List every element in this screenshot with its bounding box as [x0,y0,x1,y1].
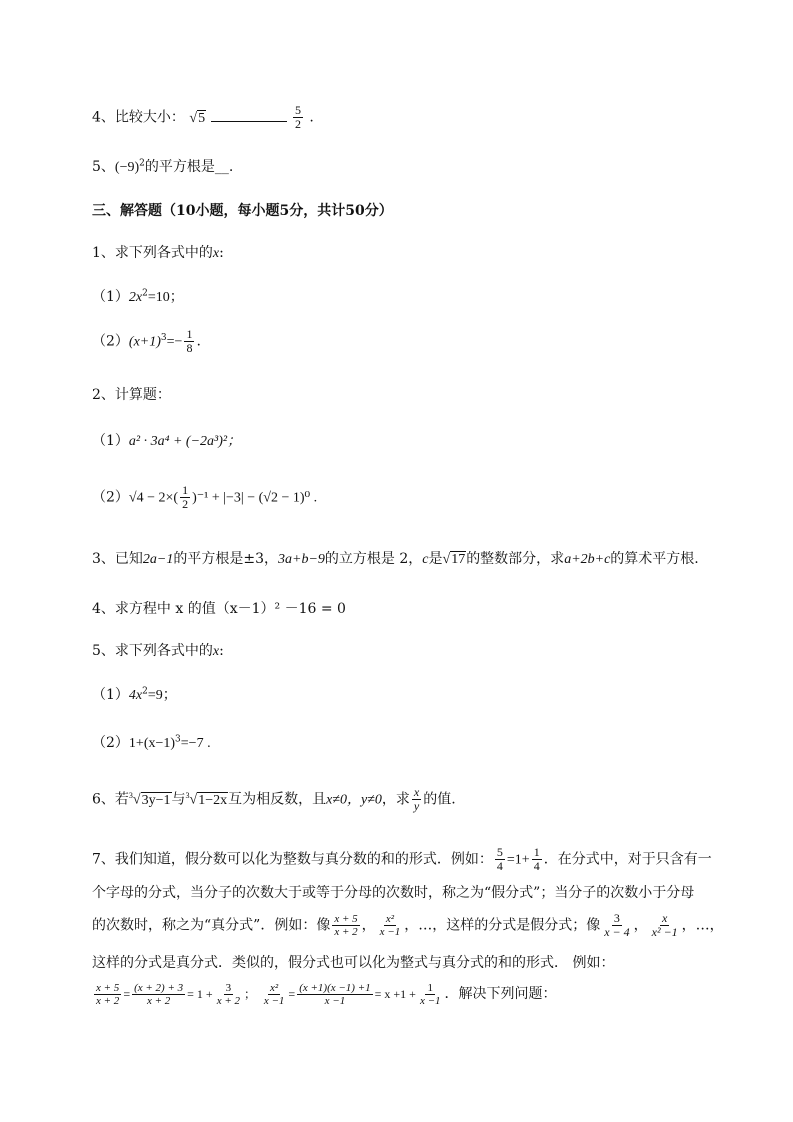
answer-blank[interactable] [211,121,287,122]
frac-den: 2 [182,497,189,512]
q1-p2-exp: 3 [160,333,167,344]
fill-blank-q5 [92,156,233,176]
q3-var-c: c [422,552,429,567]
q7-l3-c: ，…， [681,917,724,934]
frac-num: x [413,785,420,799]
sqrt-5: √5 [189,110,206,126]
q1-part1 [92,286,184,306]
fraction-1-2 [180,484,190,511]
q5-colon: : [219,643,224,659]
frac-num: 1 [182,483,189,497]
q1-stem [92,242,224,262]
fraction-1-8 [184,328,194,355]
q1-colon: : [219,245,224,261]
q3-expr-b: 3a+b−9 [278,552,325,567]
q1-p2-expr: (x+1) [128,334,161,350]
q1-p1-label: （1） [92,289,129,305]
q5-var: x [212,644,220,659]
q2-p1-expr: a² · 3a⁴ + (−2a³)²； [128,434,242,449]
q3 [92,548,699,568]
q7-line2: 个字母的分式，当分子的次数大于或等于分母的次数时，称之为“假分式”；当分子的次数小于分母 [92,885,695,901]
q7-line5: $\frac{x + 5}{x + 2}$ = $\frac{(x + 2) + 3}{x + 2}$ = 1 + $\frac{3}{x + 2}$ ； $\frac{\text{x²}}{x -1}$ = $\frac{(x +1)(x -1) +1}{x -1}$ = x +1 + $\frac{1}{x -1}$ ．解决下列问题： [96,982,557,1008]
q1-part2 [92,328,201,355]
q7-l5-end: ．解决下列问题： [444,986,557,1003]
frac-den: 2 [294,117,301,132]
section-title: 三、解答题（10小题，每小题5分，共计50分） [92,203,393,219]
fraction-1-x1: $\frac{1}{x -1}$ [419,982,441,1008]
q3-text-b: 的平方根是±3， [173,551,279,567]
q5-p2-rhs: =−7 . [180,736,211,751]
fraction-x5-x2-b: $\frac{x + 5}{x + 2}$ [96,982,120,1008]
fraction-5-4: $\frac{5}{4}$ [496,845,503,874]
fraction-5-2 [293,104,303,131]
q7-l1-b: ．在分式中，对于只含有一 [543,851,712,868]
q7-line3: 的次数时，称之为“真分式”．例如：像 $\frac{x + 5}{x + 2}$ ， $\frac{\text{x²}}{x -1}$ ，…，这样的分式是假分式；像 $\frac{3}{x - 4}$ ， $\frac{x}{\text{x² −1}}$ ，…， [92,911,724,940]
q5-prefix: 5、 [92,159,115,175]
q2-p1-label: （1） [92,433,129,449]
q6-text-e: 的值. [423,791,456,808]
q5-expr: (−9) [114,160,140,175]
q1-p2-label: （2） [92,333,129,350]
q5-p2-expr: 1+(x−1) [128,736,176,751]
cbrt-b: $^3$√1−2x [185,791,228,808]
fraction-3-x2: $\frac{3}{x + 2}$ [216,982,241,1008]
q4: 4、求方程中 x 的值（x－1）² －16 = 0 [92,601,346,617]
frac-num: 5 [294,103,301,117]
q6-text-c: 互为相反数，且 [228,791,327,808]
fraction-x-y [412,786,421,813]
q1-p1-rhs: =10； [147,290,184,305]
q5-exp: 2 [139,158,145,169]
q5-stem-text: 5、求下列各式中的 [92,643,213,659]
cbrt-a-radicand: 3y−1 [141,792,171,808]
cbrt-a: $^3$√3y−1 [128,791,171,808]
q5-p2-exp: 3 [175,734,181,745]
q5-part2 [92,732,211,752]
q2-p2-expr-a: √4 − 2× [128,490,174,506]
q5-stem [92,640,224,660]
fraction-3-x4: $\frac{3}{x - 4}$ [604,911,630,940]
fraction-long: $\frac{(x +1)(x -1) +1}{x -1}$ [299,982,371,1008]
q6 [92,786,456,813]
q2-p2-label: （2） [92,489,129,506]
frac-den: y [413,799,420,814]
q5-p1-expr: 4x [128,688,143,703]
q7-line4: 这样的分式是真分式．类似的，假分式也可以化为整式与真分式的和的形式． 例如： [92,955,615,971]
q7-line1: 7、我们知道，假分数可以化为整数与真分数的和的形式．例如： $\frac{5}{4}$ =1+ $\frac{1}{4}$ ．在分式中，对于只含有一 [92,845,712,874]
q3-expr-c: a+2b+c [564,552,611,567]
q5-p1-exp: 2 [142,686,148,697]
cbrt-b-radicand: 1−2x [198,792,228,808]
q7-l1-a: 7、我们知道，假分数可以化为整数与真分数的和的形式．例如： [92,851,493,868]
q6-text-b: 与 [171,791,186,808]
sqrt-17: √17 [442,552,466,567]
q2-part2: （2）√4 − 2×( $\frac{1}{2}$ )⁻¹ + |−3| − (√2 − 1)⁰ . [92,483,318,512]
fraction-x2-x1: $\frac{\text{x²}}{x -1}$ [379,913,401,939]
q6-condition: x≠0，y≠0 [326,792,382,808]
q3-text-a: 3、已知 [92,551,143,567]
q3-text-e: 的整数部分，求 [466,551,565,567]
q1-p1-exp: 2 [142,288,148,299]
q6-text-d: ，求 [381,791,410,808]
q1-p1-expr: 2x [128,290,143,305]
q5-p1-label: （1） [92,687,129,703]
q4-prefix: 4、比较大小： [92,109,185,126]
q5-suffix: 的平方根是__. [144,159,234,175]
q7-l3-b: ，…，这样的分式是假分式；像 [404,917,601,934]
q2-p2-expr-b: ⁻¹ + |−3| − (√2 − 1)⁰ . [196,490,318,506]
q5-part1 [92,684,177,704]
q1-stem-text: 1、求下列各式中的 [92,245,213,261]
q5-p1-rhs: =9； [147,688,177,703]
q6-text-a: 6、若 [92,791,129,808]
frac-den: 8 [186,341,193,356]
q7-l3-a: 的次数时，称之为“真分式”．例如：像 [92,917,331,934]
q2-stem: 2、计算题： [92,387,171,403]
q3-text-c: 的立方根是 2， [324,551,423,567]
fraction-1-4: $\frac{1}{4}$ [533,845,540,874]
fraction-x5-x2: $\frac{x + 5}{x + 2}$ [334,913,358,939]
q1-p2-end: . [196,333,201,350]
fill-blank-q4 [92,104,314,131]
q4-suffix: . [309,109,314,126]
sqrt-17-radicand: 17 [451,552,466,567]
q1-var: x [212,246,220,261]
q3-text-d: 是 [428,551,443,567]
fraction-x2-x1-b: $\frac{\text{x²}}{x -1}$ [263,982,285,1008]
q2-part1 [92,430,241,450]
q1-p2-rhs: =− [166,334,183,350]
fraction-x-x21: $\frac{x}{\text{x² −1}}$ [651,911,678,940]
q3-expr-a: 2a−1 [142,552,174,567]
fraction-x2p3-x2: $\frac{(x + 2) + 3}{x + 2}$ [134,982,184,1008]
q5-p2-label: （2） [92,735,129,751]
frac-num: 1 [186,327,193,341]
q3-text-f: 的算术平方根. [610,551,699,567]
